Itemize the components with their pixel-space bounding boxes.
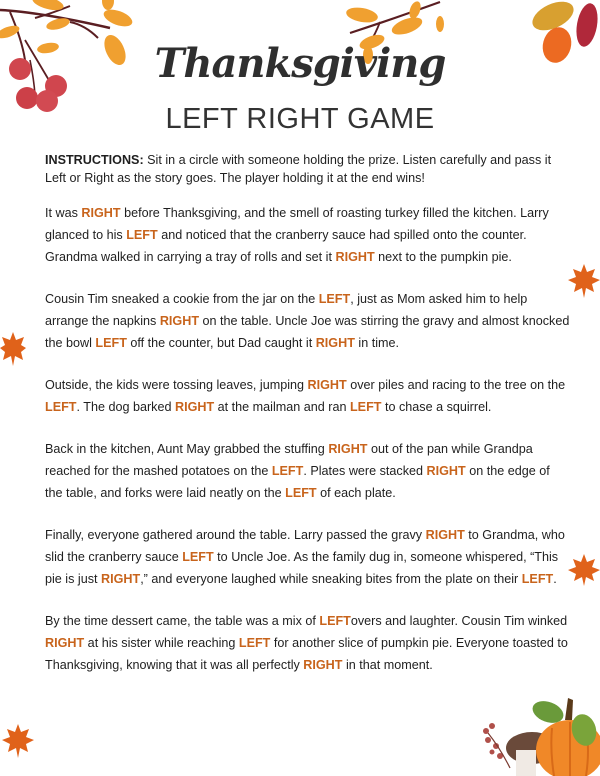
story	[45, 202, 570, 676]
story-text: on the edge of the table, and forks were laid neatly on the	[45, 464, 550, 500]
story-paragraph	[45, 438, 570, 504]
story-text: . Plates were stacked	[303, 464, 427, 478]
story-text: at the mailman and ran	[214, 400, 350, 414]
maple-leaf-icon	[0, 722, 36, 760]
direction-keyword: RIGHT	[315, 336, 355, 350]
direction-keyword: RIGHT	[101, 572, 141, 586]
direction-keyword: LEFT	[95, 336, 127, 350]
direction-keyword: LEFT	[318, 292, 351, 306]
story-text: of each plate.	[316, 486, 396, 500]
story-text: out of the pan while Grandpa reached for the mashed potatoes on the	[45, 442, 533, 478]
story-text: on the table. Uncle Joe was stirring the gravy and almost knocked the bowl	[45, 314, 570, 350]
document-body	[45, 151, 570, 696]
story-text: for another slice of pumpkin pie. Everyone toasted to Thanksgiving, knowing that it was all perfectly	[45, 636, 568, 672]
story-paragraph	[45, 610, 570, 676]
direction-keyword: RIGHT	[303, 658, 343, 672]
story-text: It was	[45, 206, 82, 220]
direction-keyword: RIGHT	[159, 314, 200, 328]
direction-keyword: RIGHT	[425, 528, 465, 542]
story-text: next to the pumpkin pie.	[374, 250, 512, 264]
story-paragraph	[45, 288, 570, 354]
page-title: LEFT RIGHT GAME	[165, 103, 435, 135]
instructions	[45, 151, 570, 187]
instructions-text: Sit in a circle with someone holding the prize. Listen carefully and pass it Left or Right as the story goes. The player holding it at the end wins!	[45, 153, 552, 185]
story-text: to chase a squirrel.	[381, 400, 492, 414]
instructions-label: INSTRUCTIONS:	[45, 153, 144, 167]
story-text: in that moment.	[342, 658, 433, 672]
maple-leaf-icon	[568, 552, 600, 586]
story-text: over piles and racing to the tree on the	[346, 378, 566, 392]
direction-keyword: LEFT	[349, 400, 382, 414]
direction-keyword: RIGHT	[174, 400, 215, 414]
story-text: Finally, everyone gathered around the table. Larry passed the gravy	[45, 528, 426, 542]
maple-leaf-icon	[0, 330, 26, 366]
direction-keyword: RIGHT	[335, 250, 375, 264]
story-text: to Uncle Joe. As the family dug in, someone whispered, “This pie is just	[45, 550, 559, 586]
story-text: overs and laughter. Cousin Tim winked	[350, 614, 568, 628]
title-script: Thanksgiving	[154, 40, 446, 87]
story-text: to Grandma, who slid the cranberry sauce	[45, 528, 565, 564]
direction-keyword: LEFT	[285, 486, 317, 500]
direction-keyword: LEFT	[45, 400, 77, 414]
direction-keyword: LEFT	[238, 636, 271, 650]
pumpkin-icon	[480, 688, 600, 776]
story-text: in time.	[354, 336, 399, 350]
story-text: . The dog barked	[76, 400, 175, 414]
story-text: Outside, the kids were tossing leaves, jumping	[45, 378, 308, 392]
story-text: at his sister while reaching	[84, 636, 239, 650]
direction-keyword: RIGHT	[328, 442, 368, 456]
story-text: Back in the kitchen, Aunt May grabbed the stuffing	[45, 442, 329, 456]
story-text: .	[553, 572, 557, 586]
story-text: before Thanksgiving, and the smell of roasting turkey filled the kitchen. Larry glanced to his	[45, 206, 549, 242]
direction-keyword: LEFT	[521, 572, 554, 586]
story-text: Cousin Tim sneaked a cookie from the jar on the	[45, 292, 319, 306]
direction-keyword: RIGHT	[45, 636, 85, 650]
direction-keyword: LEFT	[319, 614, 351, 628]
direction-keyword: RIGHT	[307, 378, 347, 392]
direction-keyword: RIGHT	[426, 464, 466, 478]
story-text: ,” and everyone laughed while sneaking bites from the plate on their	[140, 572, 522, 586]
story-text: and noticed that the cranberry sauce had spilled onto the counter. Grandma walked in carrying a tray of rolls and set it	[45, 228, 527, 264]
direction-keyword: LEFT	[271, 464, 304, 478]
story-paragraph	[45, 524, 570, 590]
direction-keyword: LEFT	[126, 228, 158, 242]
story-text: off the counter, but Dad caught it	[126, 336, 316, 350]
story-text: , just as Mom asked him to help arrange the napkins	[45, 292, 528, 328]
maple-leaf-icon	[568, 262, 600, 300]
story-paragraph	[45, 374, 570, 418]
story-text: By the time dessert came, the table was a mix of	[45, 614, 320, 628]
story-paragraph	[45, 202, 570, 268]
direction-keyword: LEFT	[182, 550, 214, 564]
direction-keyword: RIGHT	[81, 206, 121, 220]
